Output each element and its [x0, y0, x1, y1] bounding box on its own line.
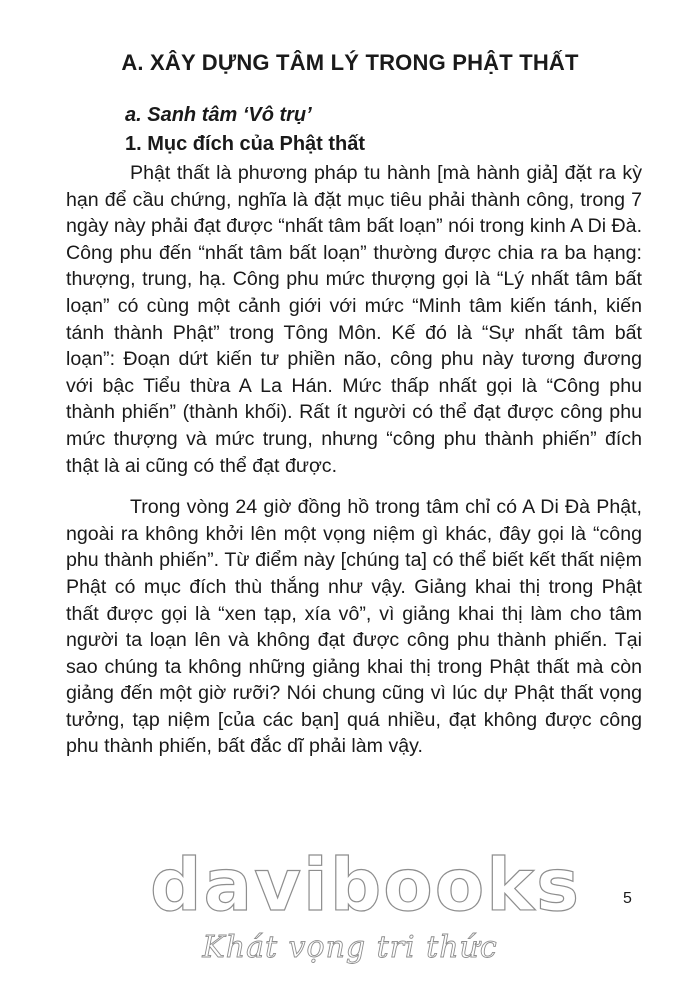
body-text — [66, 160, 642, 760]
watermark-slogan: Khát vọng tri thức — [202, 930, 498, 965]
watermark-logo: davibooks — [150, 843, 581, 927]
paragraph-2: Trong vòng 24 giờ đồng hồ trong tâm chỉ có A Di Đà Phật, ngoài ra không khởi lên một vọng niệm gì khác, đây gọi là “công phu thành phiến”. Từ điểm này [chúng ta] có thể biết kết thất niệm Phật có mục đích thù thắng như vậy. Giảng khai thị trong Phật thất được gọi là “xen tạp, xía vô”, vì giảng khai thị làm cho tâm người ta loạn lên và không đạt được công phu thành phiến. Tại sao chúng ta không những giảng khai thị trong Phật thất mà còn giảng đến một giờ rưỡi? Nói chung cũng vì lúc dự Phật thất vọng tưởng, tạp niệm [của các bạn] quá nhiều, đạt không được công phu thành phiến, bất đắc dĩ phải làm vậy. — [66, 496, 642, 758]
chapter-title: A. XÂY DỰNG TÂM LÝ TRONG PHẬT THẤT — [121, 50, 579, 75]
section-heading: a. Sanh tâm ‘Vô trụ’ — [125, 104, 312, 126]
page-number: 5 — [623, 890, 632, 907]
paragraph-1: Phật thất là phương pháp tu hành [mà hành giả] đặt ra kỳ hạn để cầu chứng, nghĩa là đặt mục tiêu phải thành công, trong 7 ngày này phải đạt được “nhất tâm bất loạn” nói trong kinh A Di Đà. Công phu đến “nhất tâm bất loạn” thường được chia ra ba hạng: thượng, trung, hạ. Công phu mức thượng gọi là “Lý nhất tâm bất loạn” có cùng một cảnh giới với mức “Minh tâm kiến tánh, kiến tánh thành Phật” trong Tông Môn. Kế đó là “Sự nhất tâm bất loạn”: Đoạn dứt kiến tư phiền não, công phu này tương đương với bậc Tiểu thừa A La Hán. Mức thấp nhất gọi là “Công phu thành phiến” (thành khối). Rất ít người có thể đạt được công phu mức thượng và mức trung, nhưng “công phu thành phiến” đích thật là ai cũng có thể đạt được. — [66, 162, 643, 477]
subsection-heading: 1. Mục đích của Phật thất — [125, 133, 366, 155]
publisher-watermark — [150, 843, 581, 965]
